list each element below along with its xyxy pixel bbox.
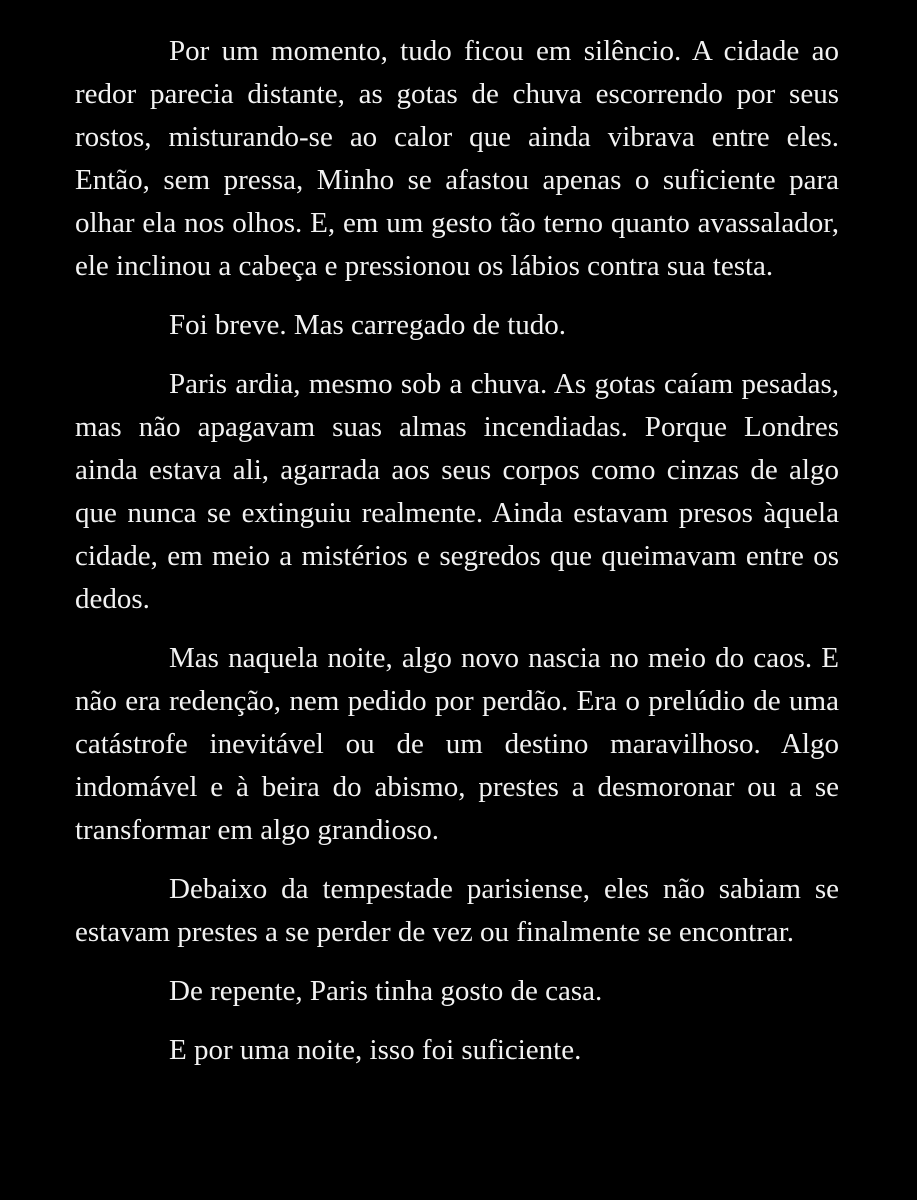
paragraph-4: Mas naquela noite, algo novo nascia no meio do caos. E não era redenção, nem pedido por perdão. Era o prelúdio de uma catástrofe inevitável ou de um destino maravilhoso. Algo indomável e à beira do abismo, prestes a desmoronar ou a se transformar em algo grandioso. — [75, 642, 839, 846]
paragraph-5: Debaixo da tempestade parisiense, eles não sabiam se estavam prestes a se perder de vez ou finalmente se encontrar. — [75, 873, 839, 948]
paragraph-1: Por um momento, tudo ficou em silêncio. A cidade ao redor parecia distante, as gotas de chuva escorrendo por seus rostos, misturando-se ao calor que ainda vibrava entre eles. Então, sem pressa, Minho se afastou apenas o suficiente para olhar ela nos olhos. E, em um gesto tão terno quanto avassalador, ele inclinou a cabeça e pressionou os lábios contra sua testa. — [75, 35, 839, 282]
paragraph-6: De repente, Paris tinha gosto de casa. — [169, 975, 603, 1007]
paragraph-7: E por uma noite, isso foi suficiente. — [169, 1034, 582, 1066]
paragraph-2: Foi breve. Mas carregado de tudo. — [169, 309, 567, 341]
paragraph-3: Paris ardia, mesmo sob a chuva. As gotas caíam pesadas, mas não apagavam suas almas incendiadas. Porque Londres ainda estava ali, agarrada aos seus corpos como cinzas de algo que nunca se extinguiu realmente. Ainda estavam presos àquela cidade, em meio a mistérios e segredos que queimavam entre os dedos. — [75, 368, 839, 615]
